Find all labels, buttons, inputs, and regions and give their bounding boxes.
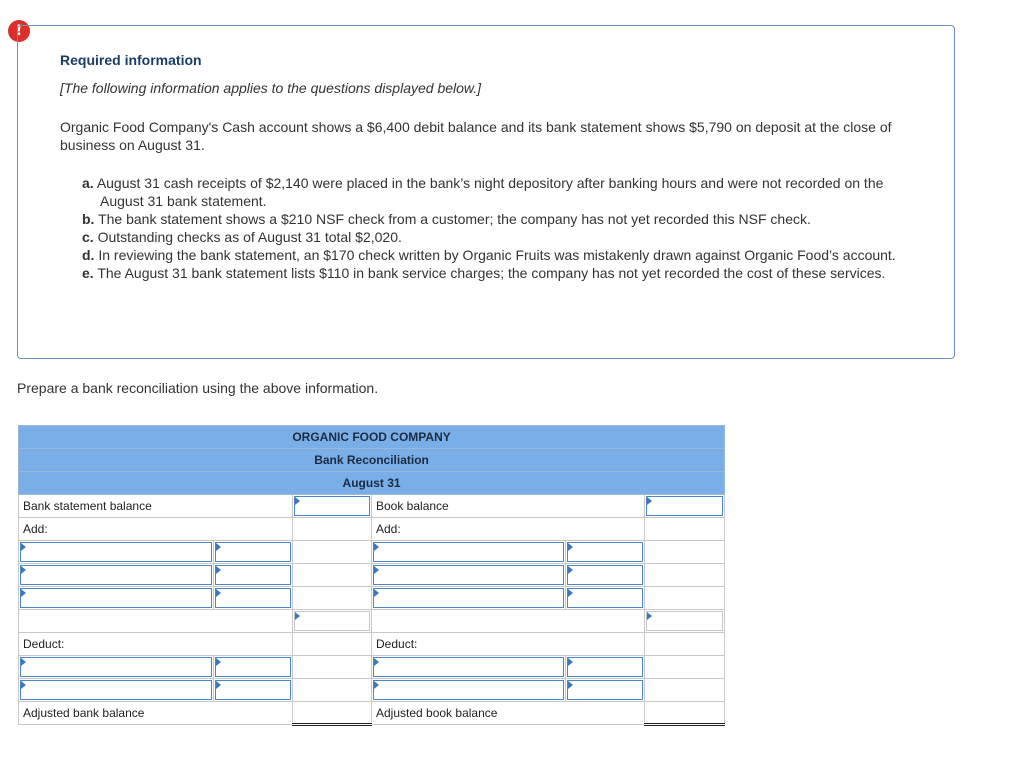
- book-deduct-item-input[interactable]: [372, 679, 566, 702]
- bank-deduct-amount-input[interactable]: [214, 656, 293, 679]
- book-add-item-input[interactable]: [372, 541, 566, 564]
- bank-add-item-input[interactable]: [19, 564, 214, 587]
- book-deduct-amount-input[interactable]: [566, 656, 645, 679]
- info-item-c: c. Outstanding checks as of August 31 total $2,020.: [82, 229, 402, 245]
- book-deduct-item-input[interactable]: [372, 656, 566, 679]
- bank-reconciliation-table: [18, 425, 725, 726]
- book-deduct-label: Deduct:: [372, 633, 645, 656]
- bank-deduct-item-input[interactable]: [19, 679, 214, 702]
- company-name: ORGANIC FOOD COMPANY: [19, 426, 725, 449]
- info-paragraph: Organic Food Company's Cash account shows a $6,400 debit balance and its bank statement shows $5,790 on deposit at the close of business on August 31.: [60, 119, 892, 153]
- info-list: [82, 174, 922, 282]
- prompt-text: Prepare a bank reconciliation using the above information.: [17, 380, 379, 396]
- book-add-item-input[interactable]: [372, 587, 566, 610]
- book-balance-input[interactable]: [645, 495, 725, 518]
- bank-statement-balance-label: Bank statement balance: [19, 495, 293, 518]
- book-add-amount-input[interactable]: [566, 564, 645, 587]
- bank-add-amount-input[interactable]: [214, 564, 293, 587]
- bank-add-item-input[interactable]: [19, 541, 214, 564]
- bank-deduct-amount-input[interactable]: [214, 679, 293, 702]
- info-subtitle: [The following information applies to the questions displayed below.]: [60, 80, 482, 96]
- alert-icon: !: [8, 20, 30, 42]
- bank-add-item-input[interactable]: [19, 587, 214, 610]
- adjusted-bank-balance-input[interactable]: [293, 702, 372, 725]
- bank-add-amount-input[interactable]: [214, 587, 293, 610]
- adjusted-bank-balance-label: Adjusted bank balance: [19, 702, 293, 725]
- book-add-item-input[interactable]: [372, 564, 566, 587]
- info-item-e: e. The August 31 bank statement lists $110 in bank service charges; the company has not yet recorded the cost of these services.: [82, 265, 886, 281]
- required-info-box: [17, 25, 955, 359]
- book-add-amount-input[interactable]: [566, 541, 645, 564]
- book-balance-label: Book balance: [372, 495, 645, 518]
- book-add-label: Add:: [372, 518, 645, 541]
- info-item-d: d. In reviewing the bank statement, an $170 check written by Organic Fruits was mistakenly drawn against Organic Food’s account.: [82, 247, 896, 263]
- bank-deduct-item-input[interactable]: [19, 656, 214, 679]
- adjusted-book-balance-input[interactable]: [645, 702, 725, 725]
- bank-add-amount-input[interactable]: [214, 541, 293, 564]
- book-deduct-amount-input[interactable]: [566, 679, 645, 702]
- info-item-a: a. August 31 cash receipts of $2,140 were placed in the bank’s night depository after banking hours and were not recorded on the August 31 bank statement.: [82, 175, 884, 209]
- info-title: Required information: [60, 52, 202, 68]
- info-item-b: b. The bank statement shows a $210 NSF check from a customer; the company has not yet recorded this NSF check.: [82, 211, 811, 227]
- adjusted-book-balance-label: Adjusted book balance: [372, 702, 645, 725]
- reconciliation-date: August 31: [19, 472, 725, 495]
- book-add-amount-input[interactable]: [566, 587, 645, 610]
- bank-add-label: Add:: [19, 518, 293, 541]
- book-add-total-input[interactable]: [645, 610, 725, 633]
- bank-deduct-label: Deduct:: [19, 633, 293, 656]
- reconciliation-title: Bank Reconciliation: [19, 449, 725, 472]
- bank-add-total-input[interactable]: [293, 610, 372, 633]
- bank-statement-balance-input[interactable]: [293, 495, 372, 518]
